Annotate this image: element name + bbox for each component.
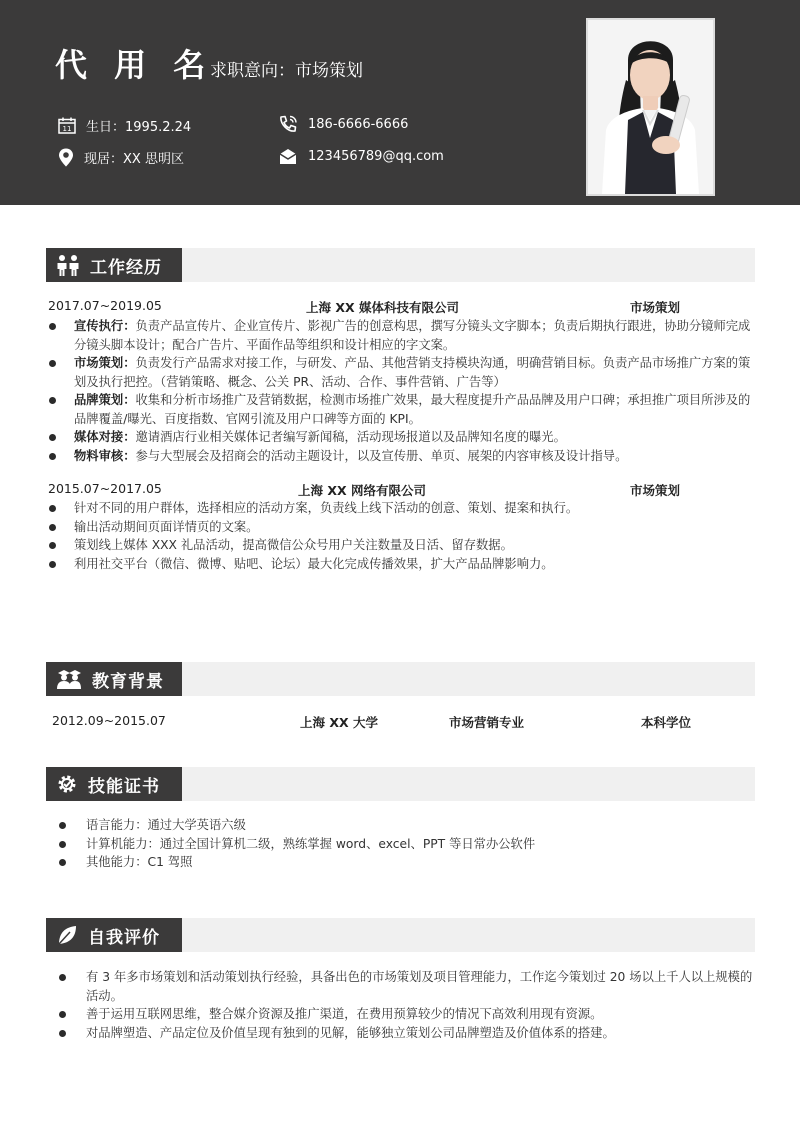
education-section-title: 教育背景 xyxy=(92,671,164,692)
list-item: 善于运用互联网思维，整合媒介资源及推广渠道，在费用预算较少的情况下高效利用现有资源。 xyxy=(58,1005,758,1024)
list-item: 市场策划：负责发行产品需求对接工作，与研发、产品、其他营销支持模块沟通，明确营销目标。负责产品市场推广方案的策划及执行把控。（营销策略、概念、公关 PR、活动、合作、事件营销、广告等） xyxy=(48,354,758,391)
list-item: 计算机能力：通过全国计算机二级，熟练掌握 word、excel、PPT 等日常办公软件 xyxy=(58,835,758,854)
person-portrait-icon xyxy=(588,20,713,194)
location-icon xyxy=(58,148,74,167)
work-section-bar xyxy=(46,248,755,282)
job-intent: 求职意向：市场策划 xyxy=(210,61,363,81)
education-row xyxy=(52,713,752,731)
profile-photo xyxy=(586,18,715,196)
email-text: 123456789@qq.com xyxy=(308,149,444,164)
phone-icon xyxy=(278,115,298,134)
residence-info xyxy=(58,148,184,167)
job-1-company: 上海 XX 媒体科技有限公司 xyxy=(306,300,459,315)
skills-section-bar xyxy=(46,767,755,801)
list-item: 物料审核：参与大型展会及招商会的活动主题设计，以及宣传册、单页、展架的内容审核及设计指导。 xyxy=(48,447,758,466)
phone-info xyxy=(278,115,408,134)
education-section-bar xyxy=(46,662,755,696)
birthday-text: 生日：1995.2.24 xyxy=(86,120,192,135)
list-item: 品牌策划：收集和分析市场推广及营销数据，检测市场推广效果，最大程度提升产品品牌及用户口碑；承担推广项目所涉及的品牌覆盖/曝光、百度指数、官网引流及用户口碑等方面的 KPI。 xyxy=(48,391,758,428)
education-major: 市场营销专业 xyxy=(449,715,525,730)
list-item: 宣传执行：负责产品宣传片、企业宣传片、影视广告的创意构思，撰写分镜头文字脚本；负责后期执行跟进，协助分镜师完成分镜头脚本设计；配合广告片、平面作品等组织和设计相应的字文案。 xyxy=(48,317,758,354)
job-2-header xyxy=(48,481,738,499)
phone-text: 186-6666-6666 xyxy=(308,117,409,132)
job-1-period: 2017.07~2019.05 xyxy=(48,298,162,313)
work-section-title: 工作经历 xyxy=(90,257,162,278)
birthday-info xyxy=(58,116,191,135)
leaf-icon xyxy=(56,924,78,946)
job-1-header xyxy=(48,298,738,316)
list-item: 其他能力：C1 驾照 xyxy=(58,853,758,872)
self-eval-section-title: 自我评价 xyxy=(88,927,160,948)
svg-text:11: 11 xyxy=(62,125,72,133)
education-school: 上海 XX 大学 xyxy=(300,715,378,730)
work-section-tab xyxy=(46,248,182,282)
education-section-tab xyxy=(46,662,182,696)
list-item: 策划线上媒体 XXX 礼品活动，提高微信公众号用户关注数量及日活、留存数据。 xyxy=(48,536,758,555)
graduates-icon xyxy=(56,669,82,689)
job-1-role: 市场策划 xyxy=(630,300,681,315)
self-eval-section-bar xyxy=(46,918,755,952)
list-item: 利用社交平台（微信、微博、贴吧、论坛）最大化完成传播效果，扩大产品品牌影响力。 xyxy=(48,555,758,574)
residence-text: 现居：XX 思明区 xyxy=(84,152,184,167)
job-2-role: 市场策划 xyxy=(630,483,681,498)
self-eval-list xyxy=(58,968,758,1042)
skills-section-title: 技能证书 xyxy=(88,776,160,797)
education-period: 2012.09~2015.07 xyxy=(52,713,166,728)
gear-icon xyxy=(56,773,78,795)
list-item: 对品牌塑造、产品定位及价值呈现有独到的见解，能够独立策划公司品牌塑造及价值体系的搭建。 xyxy=(58,1024,758,1043)
job-1-duties xyxy=(48,317,758,465)
mail-icon xyxy=(278,148,298,165)
list-item: 针对不同的用户群体，选择相应的活动方案，负责线上线下活动的创意、策划、提案和执行。 xyxy=(48,499,758,518)
skills-list xyxy=(58,816,758,872)
people-icon xyxy=(56,254,80,276)
candidate-name: 代 用 名 xyxy=(55,46,214,84)
resume-header xyxy=(0,0,800,205)
job-2-duties xyxy=(48,499,758,573)
email-info xyxy=(278,148,444,165)
list-item: 输出活动期间页面详情页的文案。 xyxy=(48,518,758,537)
list-item: 语言能力：通过大学英语六级 xyxy=(58,816,758,835)
skills-section-tab xyxy=(46,767,182,801)
education-degree: 本科学位 xyxy=(641,715,692,730)
self-eval-section-tab xyxy=(46,918,182,952)
job-2-company: 上海 XX 网络有限公司 xyxy=(298,483,426,498)
list-item: 有 3 年多市场策划和活动策划执行经验，具备出色的市场策划及项目管理能力，工作迄今策划过 20 场以上千人以上规模的活动。 xyxy=(58,968,758,1005)
job-2-period: 2015.07~2017.05 xyxy=(48,481,162,496)
list-item: 媒体对接：邀请酒店行业相关媒体记者编写新闻稿，活动现场报道以及品牌知名度的曝光。 xyxy=(48,428,758,447)
calendar-icon xyxy=(58,117,76,134)
